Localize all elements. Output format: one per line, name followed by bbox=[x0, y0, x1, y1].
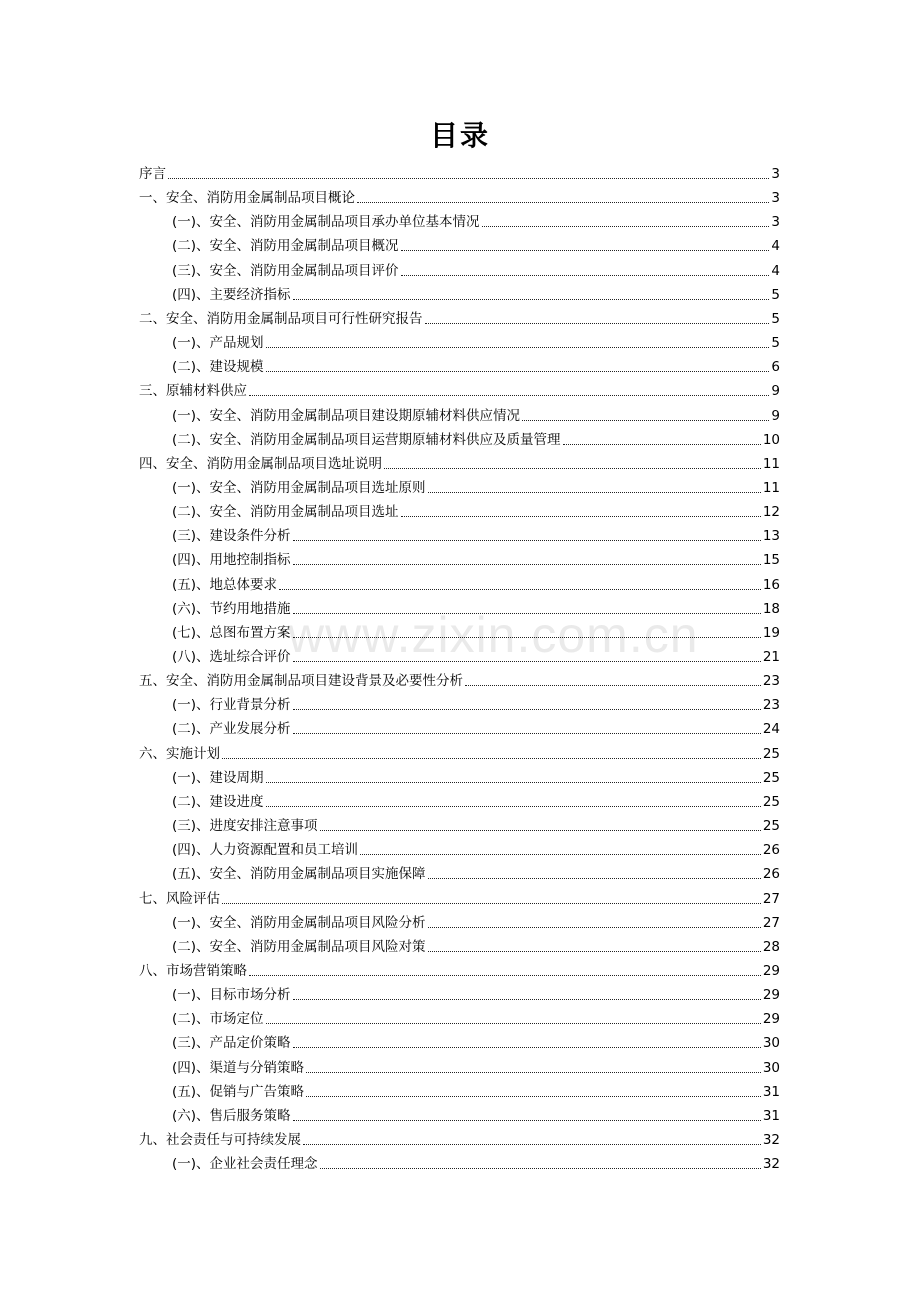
toc-page-number: 18 bbox=[762, 600, 780, 617]
toc-dot-leader bbox=[465, 685, 761, 686]
toc-chapter-entry[interactable] bbox=[139, 740, 780, 764]
toc-entry-title: (五)、安全、消防用金属制品项目实施保障 bbox=[172, 866, 426, 883]
toc-page-number: 23 bbox=[762, 673, 780, 690]
toc-section-entry[interactable] bbox=[172, 860, 780, 884]
toc-section-entry[interactable] bbox=[172, 715, 780, 739]
toc-entry-title: (一)、产品规划 bbox=[172, 335, 264, 352]
toc-page-number: 31 bbox=[762, 1083, 780, 1100]
toc-dot-leader bbox=[306, 1096, 761, 1097]
toc-dot-leader bbox=[266, 806, 761, 807]
toc-entry-title: 五、安全、消防用金属制品项目建设背景及必要性分析 bbox=[139, 673, 463, 690]
toc-section-entry[interactable] bbox=[172, 522, 780, 546]
toc-page-number: 5 bbox=[771, 310, 780, 327]
toc-page-number: 30 bbox=[762, 1035, 780, 1052]
toc-chapter-entry[interactable] bbox=[139, 667, 780, 691]
toc-section-entry[interactable] bbox=[172, 546, 780, 570]
toc-page-number: 3 bbox=[771, 214, 780, 231]
toc-section-entry[interactable] bbox=[172, 836, 780, 860]
toc-section-entry[interactable] bbox=[172, 643, 780, 667]
toc-page-number: 3 bbox=[771, 166, 780, 182]
toc-dot-leader bbox=[293, 613, 761, 614]
toc-page-number: 15 bbox=[762, 552, 780, 569]
toc-section-entry[interactable] bbox=[172, 353, 780, 377]
toc-dot-leader bbox=[401, 275, 770, 276]
toc-page-number: 31 bbox=[762, 1107, 780, 1124]
toc-page-number: 4 bbox=[771, 262, 780, 279]
toc-page-number: 21 bbox=[762, 649, 780, 665]
toc-entry-title: (五)、促销与广告策略 bbox=[172, 1083, 305, 1100]
toc-page-number: 25 bbox=[762, 793, 780, 810]
toc-entry-title: (四)、人力资源配置和员工培训 bbox=[172, 842, 359, 859]
toc-dot-leader bbox=[360, 854, 761, 855]
toc-section-entry[interactable] bbox=[172, 1102, 780, 1126]
toc-entry-title: (一)、安全、消防用金属制品项目选址原则 bbox=[172, 479, 426, 496]
toc-entry-title: 三、原辅材料供应 bbox=[139, 383, 247, 400]
toc-page-number: 23 bbox=[762, 697, 780, 714]
toc-section-entry[interactable] bbox=[172, 426, 780, 450]
toc-dot-leader bbox=[293, 299, 770, 300]
toc-section-entry[interactable] bbox=[172, 402, 780, 426]
toc-page-number: 30 bbox=[762, 1059, 780, 1076]
toc-entry-title: (三)、安全、消防用金属制品项目评价 bbox=[172, 262, 399, 279]
toc-dot-leader bbox=[293, 1120, 761, 1121]
toc-entry-title: (二)、市场定位 bbox=[172, 1011, 264, 1028]
toc-dot-leader bbox=[428, 492, 761, 493]
toc-page-number: 29 bbox=[762, 1011, 780, 1028]
toc-dot-leader bbox=[293, 999, 761, 1000]
toc-page-number: 32 bbox=[762, 1156, 780, 1173]
toc-dot-leader bbox=[384, 468, 761, 469]
toc-dot-leader bbox=[266, 371, 770, 372]
toc-entry-title: (四)、渠道与分销策略 bbox=[172, 1059, 305, 1076]
toc-page-number: 6 bbox=[771, 359, 780, 376]
toc-dot-leader bbox=[293, 709, 761, 710]
toc-page-number: 24 bbox=[762, 721, 780, 738]
toc-page-number: 28 bbox=[762, 938, 780, 955]
toc-entry-title: 序言 bbox=[139, 166, 166, 182]
toc-entry-title: (一)、企业社会责任理念 bbox=[172, 1156, 318, 1173]
toc-dot-leader bbox=[428, 927, 761, 928]
toc-dot-leader bbox=[266, 782, 761, 783]
toc-page-number: 12 bbox=[762, 504, 780, 521]
toc-chapter-entry[interactable] bbox=[139, 305, 780, 329]
toc-entry-title: (五)、地总体要求 bbox=[172, 576, 278, 593]
toc-dot-leader bbox=[249, 395, 769, 396]
toc-chapter-entry[interactable] bbox=[139, 1126, 780, 1150]
toc-dot-leader bbox=[428, 878, 761, 879]
toc-entry-title: (一)、安全、消防用金属制品项目建设期原辅材料供应情况 bbox=[172, 407, 521, 424]
toc-page-number: 16 bbox=[762, 576, 780, 593]
toc-chapter-entry[interactable] bbox=[139, 957, 780, 981]
toc-section-entry[interactable] bbox=[172, 812, 780, 836]
toc-dot-leader bbox=[357, 202, 769, 203]
toc-dot-leader bbox=[428, 951, 761, 952]
toc-page-number: 5 bbox=[771, 335, 780, 352]
toc-dot-leader bbox=[266, 1023, 761, 1024]
toc-entry-title: (四)、主要经济指标 bbox=[172, 286, 291, 303]
toc-dot-leader bbox=[293, 540, 761, 541]
toc-page-number: 27 bbox=[762, 890, 780, 907]
toc-entry-title: (七)、总图布置方案 bbox=[172, 624, 291, 641]
toc-section-entry[interactable] bbox=[172, 208, 780, 232]
toc-chapter-entry[interactable] bbox=[139, 184, 780, 208]
toc-entry-title: (二)、产业发展分析 bbox=[172, 721, 291, 738]
watermark: www.zixin.com.cn bbox=[288, 607, 699, 663]
toc-section-entry[interactable] bbox=[172, 909, 780, 933]
toc-entry-title: (一)、安全、消防用金属制品项目风险分析 bbox=[172, 914, 426, 931]
toc-entry-title: (二)、建设规模 bbox=[172, 359, 264, 376]
toc-dot-leader bbox=[401, 516, 761, 517]
toc-page-number: 27 bbox=[762, 914, 780, 931]
toc-dot-leader bbox=[222, 903, 761, 904]
toc-page-number: 4 bbox=[771, 238, 780, 255]
toc-section-entry[interactable] bbox=[172, 619, 780, 643]
toc-entry-title: 七、风险评估 bbox=[139, 890, 220, 907]
toc-entry-title: 四、安全、消防用金属制品项目选址说明 bbox=[139, 455, 382, 472]
toc-dot-leader bbox=[303, 1144, 761, 1145]
toc-entry-title: (二)、安全、消防用金属制品项目概况 bbox=[172, 238, 399, 255]
toc-section-entry[interactable] bbox=[172, 474, 780, 498]
toc-section-entry[interactable] bbox=[172, 232, 780, 256]
toc-page-number: 29 bbox=[762, 962, 780, 979]
toc-dot-leader bbox=[425, 323, 770, 324]
toc-entry-title: (一)、行业背景分析 bbox=[172, 697, 291, 714]
toc-section-entry[interactable] bbox=[172, 498, 780, 522]
toc-dot-leader bbox=[168, 178, 769, 179]
toc-page-number: 25 bbox=[762, 745, 780, 762]
toc-page-number: 9 bbox=[771, 383, 780, 400]
toc-chapter-entry[interactable] bbox=[139, 885, 780, 909]
toc-section-entry[interactable] bbox=[172, 257, 780, 281]
toc-entry-title: 八、市场营销策略 bbox=[139, 962, 247, 979]
toc-dot-leader bbox=[293, 733, 761, 734]
toc-entry-title: (二)、安全、消防用金属制品项目运营期原辅材料供应及质量管理 bbox=[172, 431, 561, 448]
toc-dot-leader bbox=[293, 1047, 761, 1048]
toc-chapter-entry[interactable] bbox=[139, 160, 780, 184]
toc-entry-title: (四)、用地控制指标 bbox=[172, 552, 291, 569]
toc-page-number: 26 bbox=[762, 866, 780, 883]
toc-dot-leader bbox=[293, 564, 761, 565]
toc-section-entry[interactable] bbox=[172, 933, 780, 957]
toc-dot-leader bbox=[482, 226, 770, 227]
toc-dot-leader bbox=[222, 758, 761, 759]
toc-dot-leader bbox=[563, 444, 761, 445]
toc-entry-title: 六、实施计划 bbox=[139, 745, 220, 762]
toc-page-number: 19 bbox=[762, 624, 780, 641]
toc-section-entry[interactable] bbox=[172, 981, 780, 1005]
toc-entry-title: 二、安全、消防用金属制品项目可行性研究报告 bbox=[139, 310, 423, 327]
toc-entry-title: (一)、目标市场分析 bbox=[172, 987, 291, 1004]
toc-dot-leader bbox=[522, 420, 769, 421]
page-title: 目录 bbox=[429, 119, 490, 152]
toc-page-number: 13 bbox=[762, 528, 780, 545]
toc-section-entry[interactable] bbox=[172, 1005, 780, 1029]
toc-entry-title: (六)、节约用地措施 bbox=[172, 600, 291, 617]
toc-page-number: 9 bbox=[771, 407, 780, 424]
toc-entry-title: (三)、产品定价策略 bbox=[172, 1035, 291, 1052]
toc-dot-leader bbox=[306, 1072, 761, 1073]
toc-page-number: 10 bbox=[762, 431, 780, 448]
toc-page-number: 29 bbox=[762, 987, 780, 1004]
toc-entry-title: (三)、进度安排注意事项 bbox=[172, 818, 318, 835]
toc-entry-title: (一)、安全、消防用金属制品项目承办单位基本情况 bbox=[172, 214, 480, 231]
toc-dot-leader bbox=[249, 975, 761, 976]
toc-dot-leader bbox=[266, 347, 770, 348]
toc-section-entry[interactable] bbox=[172, 281, 780, 305]
toc-section-entry[interactable] bbox=[172, 595, 780, 619]
toc-dot-leader bbox=[293, 661, 761, 662]
toc-entry-title: (二)、安全、消防用金属制品项目风险对策 bbox=[172, 938, 426, 955]
toc-entry-title: 九、社会责任与可持续发展 bbox=[139, 1132, 301, 1148]
toc-dot-leader bbox=[320, 830, 761, 831]
toc-page-number: 25 bbox=[762, 818, 780, 835]
toc-page-number: 25 bbox=[762, 769, 780, 786]
toc-section-entry[interactable] bbox=[172, 1029, 780, 1053]
toc-section-entry[interactable] bbox=[172, 1054, 780, 1078]
toc-entry-title: (一)、建设周期 bbox=[172, 769, 264, 786]
toc-section-entry[interactable] bbox=[172, 691, 780, 715]
toc-page-number: 26 bbox=[762, 842, 780, 859]
toc-page-number: 11 bbox=[762, 479, 780, 496]
toc-dot-leader bbox=[279, 589, 761, 590]
toc-dot-leader bbox=[293, 637, 761, 638]
toc-chapter-entry[interactable] bbox=[139, 450, 780, 474]
toc-page-number: 11 bbox=[762, 455, 780, 472]
toc-entry-title: 一、安全、消防用金属制品项目概论 bbox=[139, 190, 355, 207]
toc-page-number: 32 bbox=[762, 1132, 780, 1148]
toc-section-entry[interactable] bbox=[172, 788, 780, 812]
toc-section-entry[interactable] bbox=[172, 329, 780, 353]
toc-section-entry[interactable] bbox=[172, 571, 780, 595]
toc-page-number: 5 bbox=[771, 286, 780, 303]
toc-dot-leader bbox=[320, 1168, 761, 1169]
toc-section-entry[interactable] bbox=[172, 1150, 780, 1174]
toc-dot-leader bbox=[401, 250, 770, 251]
toc-entry-title: (八)、选址综合评价 bbox=[172, 649, 291, 665]
toc-chapter-entry[interactable] bbox=[139, 377, 780, 401]
toc-entry-title: (六)、售后服务策略 bbox=[172, 1107, 291, 1124]
toc-section-entry[interactable] bbox=[172, 1078, 780, 1102]
toc-entry-title: (二)、安全、消防用金属制品项目选址 bbox=[172, 504, 399, 521]
toc-entry-title: (二)、建设进度 bbox=[172, 793, 264, 810]
toc-section-entry[interactable] bbox=[172, 764, 780, 788]
toc-entry-title: (三)、建设条件分析 bbox=[172, 528, 291, 545]
toc-page-number: 3 bbox=[771, 190, 780, 207]
